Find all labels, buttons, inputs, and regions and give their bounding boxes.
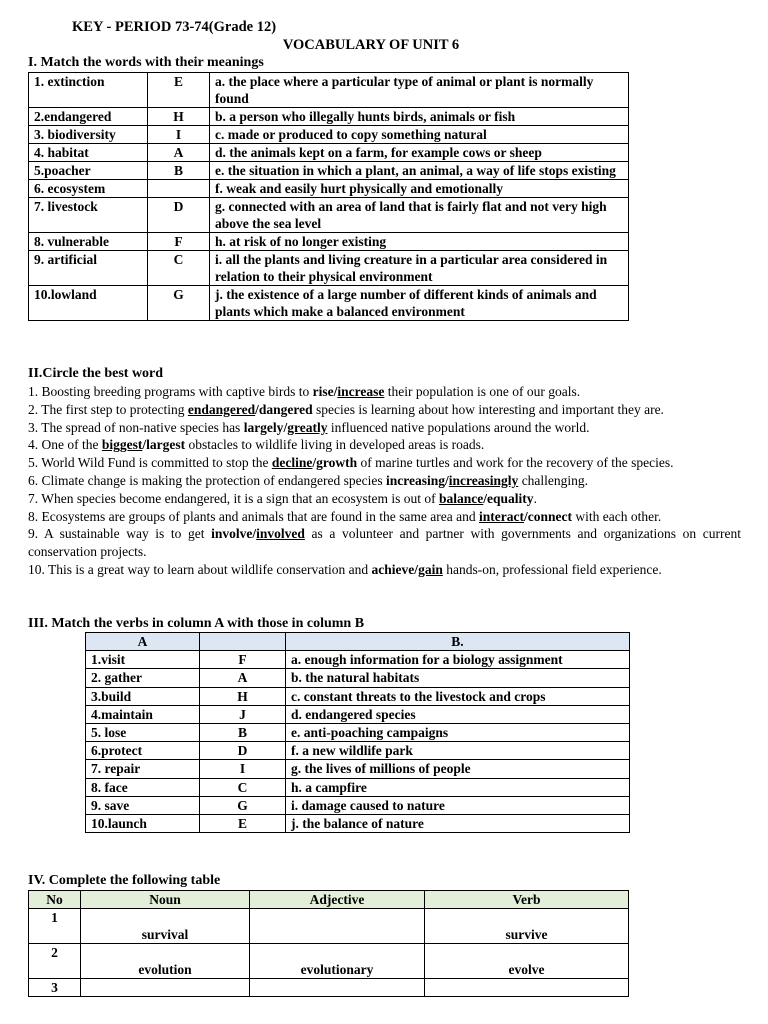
word-cell: 8. vulnerable <box>29 233 148 251</box>
table-row <box>86 724 630 742</box>
match-verbs-table <box>85 632 630 833</box>
sentence-post: species is learning about how interesting and important they are. <box>312 401 664 417</box>
option-a: decline <box>271 455 313 471</box>
meaning-cell: c. made or produced to copy something natural <box>210 126 629 144</box>
header-no: No <box>29 891 81 909</box>
table-row <box>86 669 630 687</box>
noun-cell <box>81 979 250 997</box>
answer-cell: C <box>200 778 286 796</box>
sentence-item <box>28 490 741 508</box>
match-words-table <box>28 72 629 321</box>
table-row <box>29 144 629 162</box>
word-cell: 9. artificial <box>29 251 148 286</box>
header-adjective: Adjective <box>250 891 425 909</box>
table-header-row <box>86 633 630 651</box>
key-title: KEY - PERIOD 73-74(Grade 12) <box>72 19 277 35</box>
option-b: increasingly <box>448 472 519 488</box>
option-separator: / <box>523 508 528 524</box>
sentence-pre: 10. This is a great way to learn about wildlife conservation and <box>28 561 372 577</box>
word-forms-table <box>28 890 629 997</box>
phrase-cell: j. the balance of nature <box>286 815 630 833</box>
option-a: involve <box>211 526 253 542</box>
phrase-cell: c. constant threats to the livestock and crops <box>286 687 630 705</box>
sentence-pre: 4. One of the <box>28 437 102 453</box>
verb-cell: 4.maintain <box>86 705 200 723</box>
sentence-pre: 5. World Wild Fund is committed to stop the <box>28 455 272 471</box>
option-a: interact <box>478 508 524 524</box>
table-row <box>29 233 629 251</box>
phrase-cell: i. damage caused to nature <box>286 796 630 814</box>
table-row <box>29 198 629 233</box>
circle-word-list <box>28 383 741 579</box>
adjective-cell <box>250 909 425 944</box>
sentence-post: influenced native populations around the world. <box>327 419 590 435</box>
answer-cell: F <box>148 233 210 251</box>
answer-cell: D <box>148 198 210 233</box>
table-row <box>29 251 629 286</box>
verb-cell: 2. gather <box>86 669 200 687</box>
sentence-pre: 3. The spread of non-native species has <box>28 419 244 435</box>
word-cell: 4. habitat <box>29 144 148 162</box>
answer-cell: G <box>148 286 210 321</box>
option-a: biggest <box>101 437 143 453</box>
table-row <box>29 909 629 944</box>
option-separator: / <box>483 490 488 506</box>
noun-cell: evolution <box>81 944 250 979</box>
table-row <box>29 108 629 126</box>
option-separator: / <box>445 472 449 488</box>
col-answer-header <box>200 633 286 651</box>
answer-cell: G <box>200 796 286 814</box>
verb-cell: 6.protect <box>86 742 200 760</box>
option-b: greatly <box>287 419 328 435</box>
table-row <box>29 73 629 108</box>
option-a: endangered <box>187 401 256 417</box>
answer-cell: I <box>148 126 210 144</box>
word-cell: 7. livestock <box>29 198 148 233</box>
section4-heading: IV. Complete the following table <box>28 873 221 888</box>
verb-cell: 8. face <box>86 778 200 796</box>
sentence-post: of marine turtles and work for the recovery of the species. <box>357 455 674 471</box>
sentence-post: with each other. <box>571 508 662 524</box>
table-row <box>86 796 630 814</box>
answer-cell: B <box>200 724 286 742</box>
table-row <box>86 651 630 669</box>
answer-cell: E <box>200 815 286 833</box>
option-b: largest <box>146 437 186 453</box>
col-a-header: A <box>86 633 200 651</box>
no-cell: 2 <box>29 944 81 979</box>
phrase-cell: f. a new wildlife park <box>286 742 630 760</box>
table-row <box>29 286 629 321</box>
section1-heading: I. Match the words with their meanings <box>28 55 264 70</box>
sentence-post: as a volunteer and partner with governments and organizations on current conservation projects. <box>28 526 741 560</box>
option-a: increasing <box>386 472 446 488</box>
phrase-cell: g. the lives of millions of people <box>286 760 630 778</box>
word-cell: 3. biodiversity <box>29 126 148 144</box>
header-noun: Noun <box>81 891 250 909</box>
phrase-cell: b. the natural habitats <box>286 669 630 687</box>
answer-cell: H <box>148 108 210 126</box>
table-row <box>86 687 630 705</box>
option-a: achieve <box>371 561 415 577</box>
sentence-item <box>28 472 741 490</box>
meaning-cell: e. the situation in which a plant, an animal, a way of life stops existing <box>210 162 629 180</box>
option-separator: / <box>283 419 288 435</box>
option-separator: / <box>333 384 338 399</box>
table-row <box>29 162 629 180</box>
sentence-post: their population is one of our goals. <box>384 384 581 399</box>
col-b-header: B. <box>286 633 630 651</box>
option-b: increase <box>337 384 385 399</box>
option-separator: / <box>312 455 317 471</box>
table-row <box>86 778 630 796</box>
noun-cell: survival <box>81 909 250 944</box>
sentence-item <box>28 401 741 419</box>
option-separator: / <box>255 401 259 417</box>
phrase-cell: h. a campfire <box>286 778 630 796</box>
answer-cell <box>148 180 210 198</box>
option-a: rise <box>312 384 334 399</box>
adjective-cell <box>250 979 425 997</box>
option-b: involved <box>256 526 305 542</box>
no-cell: 1 <box>29 909 81 944</box>
word-cell: 2.endangered <box>29 108 148 126</box>
phrase-cell: d. endangered species <box>286 705 630 723</box>
verb-cell: evolve <box>425 944 629 979</box>
sentence-post: hands-on, professional field experience. <box>442 561 662 577</box>
sentence-pre: 8. Ecosystems are groups of plants and animals that are found in the same area and <box>28 508 479 524</box>
option-b: growth <box>316 455 358 471</box>
option-b: equality <box>487 490 534 506</box>
section3-heading: III. Match the verbs in column A with those in column B <box>28 616 365 631</box>
word-cell: 10.lowland <box>29 286 148 321</box>
sentence-post: obstacles to wildlife living in developed areas is roads. <box>185 437 485 453</box>
verb-cell <box>425 979 629 997</box>
answer-cell: H <box>200 687 286 705</box>
verb-cell: 3.build <box>86 687 200 705</box>
table-row <box>29 979 629 997</box>
verb-cell: 1.visit <box>86 651 200 669</box>
meaning-cell: g. connected with an area of land that is fairly flat and not very high above the sea level <box>210 198 629 233</box>
answer-cell: C <box>148 251 210 286</box>
option-separator: / <box>252 526 257 542</box>
sentence-pre: 2. The first step to protecting <box>28 401 188 417</box>
option-b: dangered <box>258 401 313 417</box>
answer-cell: B <box>148 162 210 180</box>
verb-cell: 5. lose <box>86 724 200 742</box>
option-a: largely <box>243 419 284 435</box>
word-cell: 6. ecosystem <box>29 180 148 198</box>
sentence-pre: 9. A sustainable way is to get <box>28 526 212 542</box>
sentence-item <box>28 383 741 401</box>
answer-cell: I <box>200 760 286 778</box>
table-row <box>86 815 630 833</box>
adjective-cell: evolutionary <box>250 944 425 979</box>
meaning-cell: b. a person who illegally hunts birds, animals or fish <box>210 108 629 126</box>
phrase-cell: a. enough information for a biology assignment <box>286 651 630 669</box>
table-row <box>86 760 630 778</box>
table-row <box>29 944 629 979</box>
option-separator: / <box>414 561 419 577</box>
header-verb: Verb <box>425 891 629 909</box>
phrase-cell: e. anti-poaching campaigns <box>286 724 630 742</box>
verb-cell: 10.launch <box>86 815 200 833</box>
option-a: balance <box>439 490 484 506</box>
table-row <box>86 742 630 760</box>
sentence-pre: 6. Climate change is making the protection of endangered species <box>28 472 387 488</box>
sentence-post: . <box>533 490 537 506</box>
word-cell: 1. extinction <box>29 73 148 108</box>
answer-cell: J <box>200 705 286 723</box>
verb-cell: survive <box>425 909 629 944</box>
table-row <box>29 180 629 198</box>
sentence-item <box>28 561 741 579</box>
sentence-item <box>28 436 741 454</box>
meaning-cell: i. all the plants and living creature in a particular area considered in relation to their physical environment <box>210 251 629 286</box>
sentence-post: challenging. <box>518 472 589 488</box>
word-cell: 5.poacher <box>29 162 148 180</box>
answer-cell: A <box>200 669 286 687</box>
meaning-cell: a. the place where a particular type of animal or plant is normally found <box>210 73 629 108</box>
table-header-row <box>29 891 629 909</box>
sentence-item <box>28 454 741 472</box>
vocab-title: VOCABULARY OF UNIT 6 <box>282 37 460 53</box>
meaning-cell: h. at risk of no longer existing <box>210 233 629 251</box>
sentence-pre: 1. Boosting breeding programs with captive birds to <box>28 384 313 399</box>
sentence-pre: 7. When species become endangered, it is a sign that an ecosystem is out of <box>28 490 440 506</box>
meaning-cell: d. the animals kept on a farm, for example cows or sheep <box>210 144 629 162</box>
verb-cell: 9. save <box>86 796 200 814</box>
answer-cell: D <box>200 742 286 760</box>
section2-heading: II.Circle the best word <box>28 366 164 381</box>
meaning-cell: j. the existence of a large number of different kinds of animals and plants which make a balanced environment <box>210 286 629 321</box>
option-b: gain <box>418 561 443 577</box>
sentence-item <box>28 419 741 437</box>
verb-cell: 7. repair <box>86 760 200 778</box>
sentence-item <box>28 508 741 526</box>
table-row <box>29 126 629 144</box>
no-cell: 3 <box>29 979 81 997</box>
option-separator: / <box>142 437 147 453</box>
answer-cell: E <box>148 73 210 108</box>
answer-cell: F <box>200 651 286 669</box>
answer-cell: A <box>148 144 210 162</box>
meaning-cell: f. weak and easily hurt physically and emotionally <box>210 180 629 198</box>
table-row <box>86 705 630 723</box>
option-b: connect <box>527 508 572 524</box>
sentence-item <box>28 525 741 561</box>
